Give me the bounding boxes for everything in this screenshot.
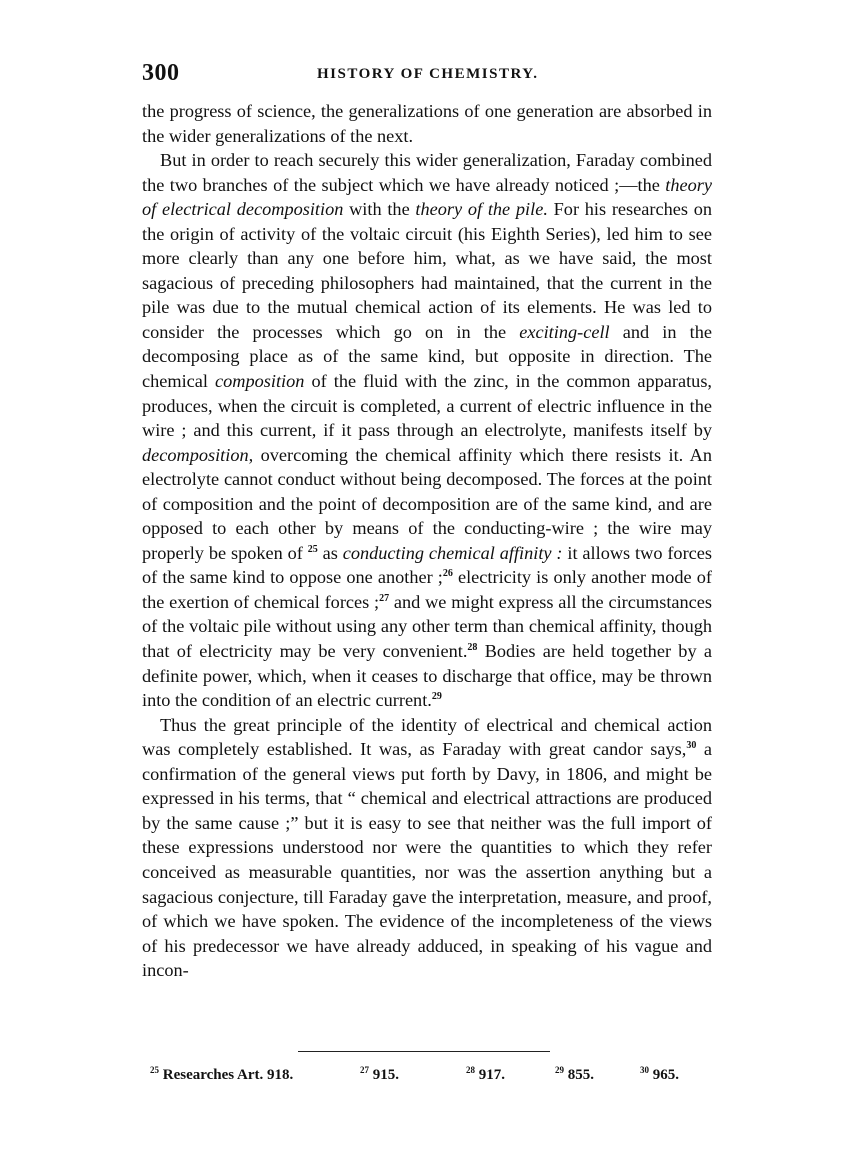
paragraph-text: But in order to reach securely this wider generalization, Faraday combined the two branches of the subject which we have already noticed ;—the <box>142 150 712 195</box>
footnote <box>360 1067 399 1084</box>
footnote-text: 915. <box>369 1067 399 1083</box>
paragraph-text: and in the decomposing place as of the same kind, but opposite in direction. The chemical <box>142 321 712 392</box>
footnote-reference: 28 <box>467 642 478 654</box>
footnote-mark: 28 <box>466 1065 475 1075</box>
paragraph-1 <box>142 99 712 148</box>
paragraph-text: as <box>317 542 343 563</box>
paragraph-text: of the fluid with the zinc, in the common apparatus, produces, when the circuit is completed, a current of electric influence in the wire ; and this current, if it pass through an electrolyte, manifests itself by <box>142 371 712 441</box>
paragraph-text: Thus the great principle of the identity of electrical and chemical action was completely established. It was, as Faraday with great candor says, <box>142 714 712 760</box>
footnote-reference: 27 <box>379 592 390 604</box>
paragraph-text: electricity is only another mode of the exertion of chemical forces ; <box>142 567 712 612</box>
paragraph-2 <box>142 148 712 713</box>
page-number: 300 <box>142 60 180 86</box>
italic-phrase: composition <box>215 371 305 392</box>
paragraph-text: a confirmation of the general views put forth by Davy, in 1806, and might be expressed in his terms, that “ chemical and electrical attractions are produced by the same cause ;” but it is easy to see that neither was the full import of these expressions understood nor were the quantities to which they refer conceived as measurable quantities, nor was the assertion anything but a sagacious conjecture, till Faraday gave the interpretation, measure, and proof, of which we have spoken. The evidence of the incompleteness of the views of his predecessor we have already adduced, in speaking of his vague and incon- <box>142 739 713 981</box>
italic-phrase: decomposition, <box>142 444 254 465</box>
italic-phrase: exciting-cell <box>519 321 610 342</box>
footnote-mark: 29 <box>555 1065 564 1075</box>
footnote-mark: 25 <box>150 1065 159 1075</box>
footnote-text: 855. <box>564 1067 594 1083</box>
footnote <box>466 1067 505 1084</box>
paragraph-text: Bodies are held together by a definite power, which, when it ceases to discharge that office, may be thrown into the condition of an electric current. <box>142 641 712 711</box>
paragraph-text: and we might express all the circumstances of the voltaic pile without using any other term than chemical affinity, though that of electricity may be very convenient. <box>142 591 712 662</box>
footnote-mark: 30 <box>640 1065 649 1075</box>
footnote <box>640 1067 679 1084</box>
paragraph-text: overcoming the chemical affinity which there resists it. An electrolyte cannot conduct without being decomposed. The forces at the point of composition and the point of decomposition are of the same kind, and are opposed to each other by means of the conducting-wire ; the wire may properly be spoken of <box>142 444 712 563</box>
running-title: HISTORY OF CHEMISTRY. <box>317 66 539 82</box>
footnote-mark: 27 <box>360 1065 369 1075</box>
footnote-divider <box>298 1051 550 1052</box>
paragraph-text: the progress of science, the generalizations of one generation are absorbed in the wider generalizations of the next. <box>142 101 712 146</box>
footnote-text: 965. <box>649 1067 679 1083</box>
italic-phrase: conducting chemical affinity : <box>342 542 563 563</box>
paragraph-3 <box>142 713 712 983</box>
page-header <box>142 60 712 94</box>
footnote-reference: 25 <box>307 543 318 555</box>
footnote-text: Researches Art. 918. <box>159 1067 294 1083</box>
italic-phrase: theory of the pile. <box>415 199 548 220</box>
body-text <box>142 99 712 983</box>
paragraph-text: it allows two forces of the same kind to oppose one another ; <box>142 542 712 588</box>
footnote-reference: 26 <box>442 568 453 580</box>
footnote <box>150 1067 293 1084</box>
footnote-reference: 29 <box>431 691 442 703</box>
footnote <box>555 1067 594 1084</box>
footnote-reference: 30 <box>686 740 697 752</box>
paragraph-text: with the <box>343 199 416 220</box>
paragraph-text: For his researches on the origin of activity of the voltaic circuit (his Eighth Series), led him to see more clearly than any one before him, what, as we have said, the most sagacious of preceding philosophers had maintained, that the current in the pile was due to the mutual chemical action of its elements. He was led to consider the processes which go on in the <box>142 199 712 342</box>
footnote-text: 917. <box>475 1067 505 1083</box>
italic-phrase: theory of electrical decomposition <box>142 174 712 220</box>
